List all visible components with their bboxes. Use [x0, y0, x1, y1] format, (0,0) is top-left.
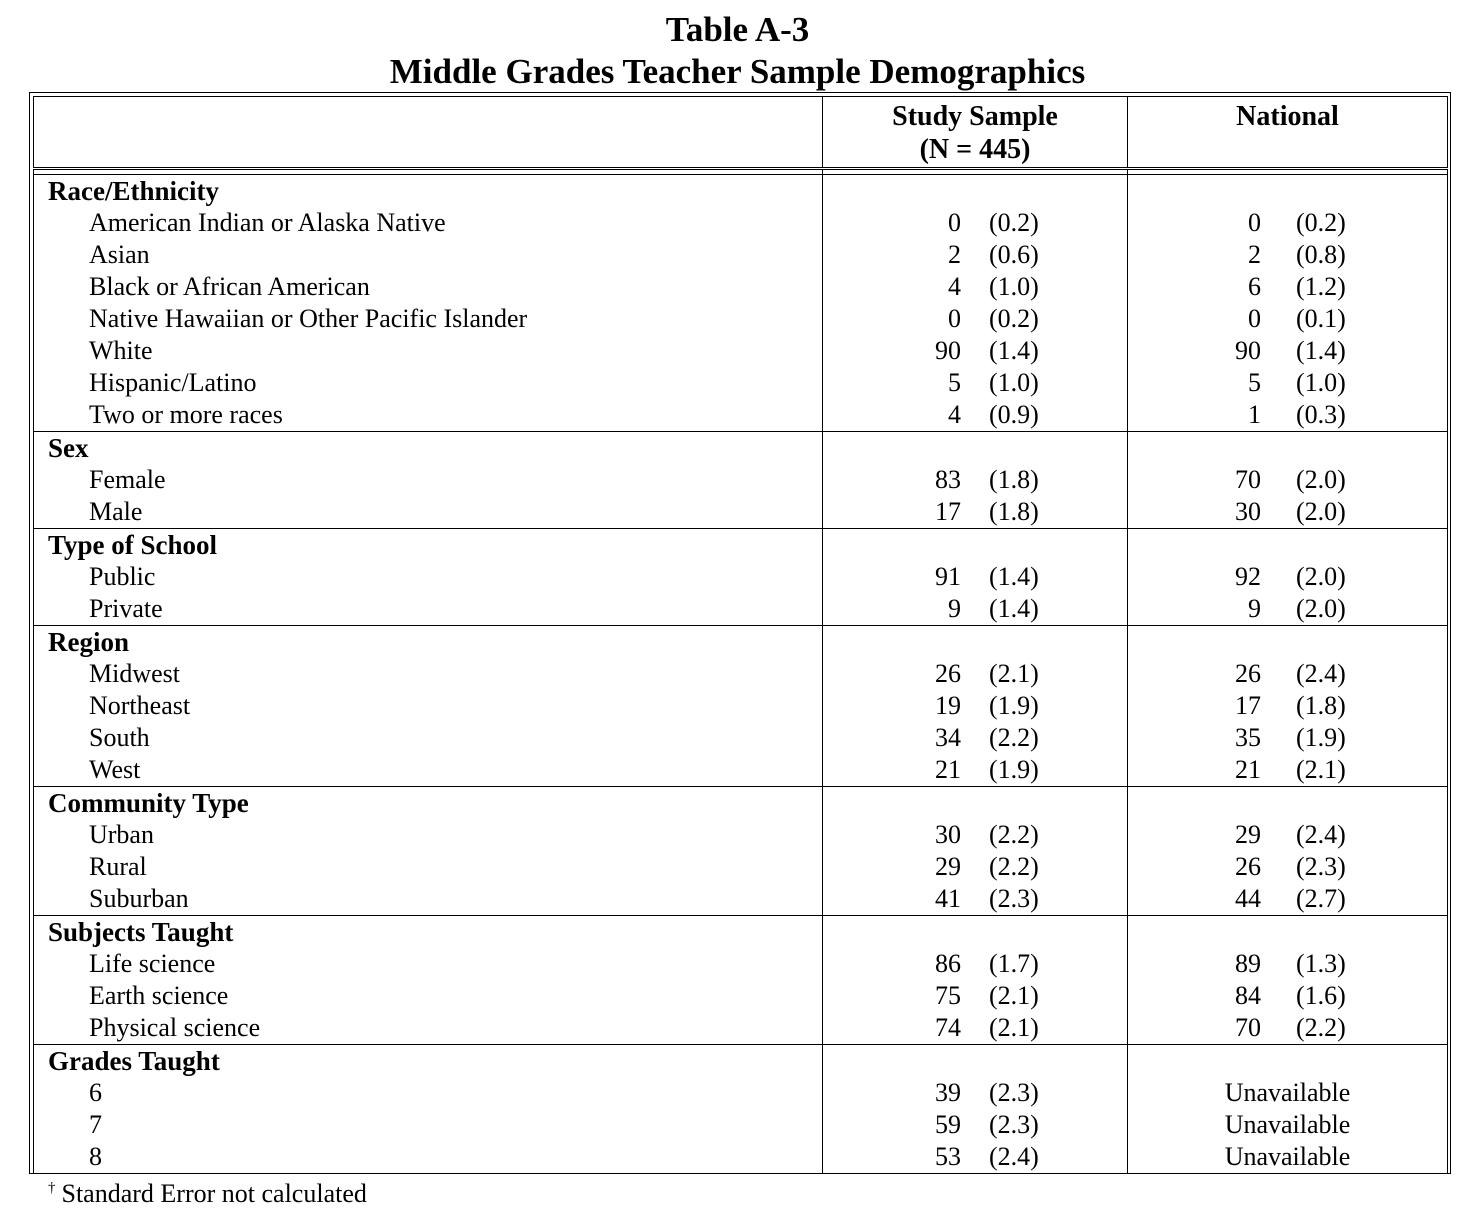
- section-title: Sex: [48, 433, 89, 463]
- national-value-line: [1128, 851, 1447, 883]
- row-label: Urban: [89, 820, 154, 849]
- study-standard-error: (2.1): [989, 981, 1039, 1010]
- study-percent: 26: [935, 659, 961, 688]
- national-percent: 29: [1235, 820, 1261, 849]
- study-percent: 29: [935, 852, 961, 881]
- footnote-text: Standard Error not calculated: [61, 1179, 367, 1208]
- study-percent: 34: [935, 723, 961, 752]
- row-label: 7: [89, 1110, 102, 1139]
- section-sex: [34, 432, 1448, 529]
- national-standard-error: (1.4): [1296, 336, 1346, 365]
- national-percent: 90: [1235, 336, 1261, 365]
- national-percent: 26: [1235, 659, 1261, 688]
- national-standard-error: (0.1): [1296, 304, 1346, 333]
- study-sample-cell: [823, 432, 1128, 529]
- study-standard-error: (0.9): [989, 400, 1039, 429]
- section-label-cell: [34, 529, 823, 626]
- study-value-line: [823, 239, 1127, 271]
- row-label: Female: [89, 465, 166, 494]
- section-label-cell: [34, 626, 823, 787]
- national-unavailable: Unavailable: [1224, 1078, 1351, 1107]
- national-percent: 9: [1248, 594, 1261, 623]
- national-standard-error: (1.0): [1296, 368, 1346, 397]
- study-standard-error: (2.2): [989, 723, 1039, 752]
- study-percent: 53: [935, 1142, 961, 1171]
- national-standard-error: (2.2): [1296, 1013, 1346, 1042]
- study-standard-error: (2.3): [989, 884, 1039, 913]
- row-label: West: [89, 755, 141, 784]
- national-percent: 17: [1235, 691, 1261, 720]
- study-percent: 17: [935, 497, 961, 526]
- study-value-line: [823, 464, 1127, 496]
- section-label-cell: [34, 916, 823, 1045]
- study-sample-cell: [823, 1045, 1128, 1174]
- table-title: Middle Grades Teacher Sample Demographics: [389, 52, 1086, 91]
- row-label: Asian: [89, 240, 150, 269]
- study-standard-error: (1.8): [989, 497, 1039, 526]
- study-standard-error: (0.2): [989, 304, 1039, 333]
- study-value-line: [823, 722, 1127, 754]
- section-community-type: [34, 787, 1448, 916]
- study-value-line: [823, 561, 1127, 593]
- row-label: Hispanic/Latino: [89, 368, 257, 397]
- section-title: Region: [48, 627, 129, 657]
- national-standard-error: (2.0): [1296, 594, 1346, 623]
- national-value-line: [1128, 593, 1447, 625]
- study-standard-error: (1.4): [989, 336, 1039, 365]
- national-standard-error: (2.0): [1296, 497, 1346, 526]
- national-percent: 6: [1248, 272, 1261, 301]
- study-percent: 19: [935, 691, 961, 720]
- national-percent: 1: [1248, 400, 1261, 429]
- header-blank-cell: [34, 97, 823, 169]
- section-grades-taught: [34, 1045, 1448, 1174]
- section-title: Grades Taught: [48, 1046, 220, 1076]
- national-cell: [1128, 787, 1448, 916]
- row-label: Rural: [89, 852, 147, 881]
- study-value-line: [823, 303, 1127, 335]
- national-value-line: [1128, 948, 1447, 980]
- table-number: Table A-3: [665, 10, 810, 49]
- study-value-line: [823, 883, 1127, 915]
- national-value-line: [1128, 207, 1447, 239]
- section-label-cell: [34, 1045, 823, 1174]
- national-percent: 2: [1248, 240, 1261, 269]
- national-cell: [1128, 1045, 1448, 1174]
- study-percent: 59: [935, 1110, 961, 1139]
- study-standard-error: (2.1): [989, 1013, 1039, 1042]
- study-value-line: [823, 593, 1127, 625]
- study-percent: 0: [948, 304, 961, 333]
- study-sample-cell: [823, 787, 1128, 916]
- study-standard-error: (1.9): [989, 691, 1039, 720]
- study-sample-cell: [823, 529, 1128, 626]
- national-value-line: [1128, 303, 1447, 335]
- national-value-line: [1128, 367, 1447, 399]
- study-value-line: [823, 658, 1127, 690]
- row-label: Male: [89, 497, 143, 526]
- row-label: 6: [89, 1078, 102, 1107]
- row-label: Black or African American: [89, 272, 370, 301]
- demographics-table: [33, 96, 1448, 1174]
- national-standard-error: (0.2): [1296, 208, 1346, 237]
- study-percent: 39: [935, 1078, 961, 1107]
- national-percent: 89: [1235, 949, 1261, 978]
- national-value-line: [1128, 496, 1447, 528]
- row-label: Northeast: [89, 691, 191, 720]
- section-title: Type of School: [48, 530, 218, 560]
- header-row: [34, 97, 1448, 169]
- national-value-line: [1128, 690, 1447, 722]
- national-standard-error: (0.3): [1296, 400, 1346, 429]
- section-region: [34, 626, 1448, 787]
- study-value-line: [823, 496, 1127, 528]
- header-national: [1128, 97, 1448, 169]
- study-percent: 74: [935, 1013, 961, 1042]
- national-percent: 44: [1235, 884, 1261, 913]
- national-standard-error: (2.7): [1296, 884, 1346, 913]
- study-value-line: [823, 207, 1127, 239]
- national-standard-error: (1.6): [1296, 981, 1346, 1010]
- study-standard-error: (1.0): [989, 368, 1039, 397]
- study-percent: 9: [948, 594, 961, 623]
- section-subjects-taught: [34, 916, 1448, 1045]
- study-value-line: [823, 1012, 1127, 1044]
- study-percent: 90: [935, 336, 961, 365]
- study-percent: 4: [948, 272, 961, 301]
- study-standard-error: (1.7): [989, 949, 1039, 978]
- study-percent: 0: [948, 208, 961, 237]
- national-label: National: [1236, 101, 1339, 132]
- study-standard-error: (2.2): [989, 820, 1039, 849]
- study-sample-cell: [823, 916, 1128, 1045]
- study-value-line: [823, 399, 1127, 431]
- national-standard-error: (1.9): [1296, 723, 1346, 752]
- study-standard-error: (2.1): [989, 659, 1039, 688]
- section-type-of-school: [34, 529, 1448, 626]
- national-value-line: [1128, 1012, 1447, 1044]
- row-label: Native Hawaiian or Other Pacific Islander: [89, 304, 528, 333]
- national-standard-error: (2.4): [1296, 820, 1346, 849]
- row-label: American Indian or Alaska Native: [89, 208, 446, 237]
- national-standard-error: (2.3): [1296, 852, 1346, 881]
- study-standard-error: (1.4): [989, 594, 1039, 623]
- national-cell: [1128, 529, 1448, 626]
- footnote: [48, 1172, 367, 1210]
- national-percent: 92: [1235, 562, 1261, 591]
- study-percent: 83: [935, 465, 961, 494]
- study-value-line: [823, 1141, 1127, 1173]
- section-title: Race/Ethnicity: [48, 176, 219, 206]
- national-value-line: [1128, 399, 1447, 431]
- study-standard-error: (1.4): [989, 562, 1039, 591]
- study-value-line: [823, 271, 1127, 303]
- row-label: Earth science: [89, 981, 229, 1010]
- section-label-cell: [34, 432, 823, 529]
- national-value-line: [1128, 464, 1447, 496]
- national-value-line: [1128, 819, 1447, 851]
- national-standard-error: (0.8): [1296, 240, 1346, 269]
- study-percent: 2: [948, 240, 961, 269]
- national-standard-error: (1.2): [1296, 272, 1346, 301]
- row-label: South: [89, 723, 150, 752]
- national-standard-error: (2.0): [1296, 562, 1346, 591]
- row-label: Public: [89, 562, 156, 591]
- study-percent: 86: [935, 949, 961, 978]
- national-value-line: [1128, 980, 1447, 1012]
- study-percent: 21: [935, 755, 961, 784]
- study-sample-label: Study Sample: [892, 101, 1058, 132]
- national-cell: [1128, 432, 1448, 529]
- study-percent: 30: [935, 820, 961, 849]
- study-standard-error: (1.9): [989, 755, 1039, 784]
- national-percent: 30: [1235, 497, 1261, 526]
- national-percent: 26: [1235, 852, 1261, 881]
- header-study-sample: [823, 97, 1128, 169]
- study-value-line: [823, 851, 1127, 883]
- national-percent: 21: [1235, 755, 1261, 784]
- study-percent: 41: [935, 884, 961, 913]
- national-unavailable: Unavailable: [1224, 1142, 1351, 1171]
- section-race-ethnicity: [34, 175, 1448, 432]
- study-value-line: [823, 948, 1127, 980]
- section-title: Subjects Taught: [48, 917, 234, 947]
- study-value-line: [823, 1077, 1127, 1109]
- study-value-line: [823, 1109, 1127, 1141]
- study-standard-error: (2.3): [989, 1110, 1039, 1139]
- national-value-line: [1128, 883, 1447, 915]
- study-value-line: [823, 690, 1127, 722]
- study-sample-n: (N = 445): [919, 134, 1031, 165]
- study-value-line: [823, 819, 1127, 851]
- national-cell: [1128, 916, 1448, 1045]
- national-cell: [1128, 626, 1448, 787]
- national-unavailable: Unavailable: [1224, 1110, 1351, 1139]
- row-label: Life science: [89, 949, 216, 978]
- national-percent: 0: [1248, 304, 1261, 333]
- study-value-line: [823, 335, 1127, 367]
- national-standard-error: (2.1): [1296, 755, 1346, 784]
- national-standard-error: (2.0): [1296, 465, 1346, 494]
- study-percent: 91: [935, 562, 961, 591]
- national-percent: 0: [1248, 208, 1261, 237]
- national-percent: 70: [1235, 465, 1261, 494]
- row-label: 8: [89, 1142, 102, 1171]
- national-value-line: [1128, 335, 1447, 367]
- national-standard-error: (1.3): [1296, 949, 1346, 978]
- study-standard-error: (1.0): [989, 272, 1039, 301]
- national-percent: 35: [1235, 723, 1261, 752]
- section-label-cell: [34, 175, 823, 432]
- study-standard-error: (2.2): [989, 852, 1039, 881]
- row-label: Suburban: [89, 884, 189, 913]
- row-label: White: [89, 336, 153, 365]
- section-label-cell: [34, 787, 823, 916]
- study-standard-error: (2.3): [989, 1078, 1039, 1107]
- national-value-line: [1128, 561, 1447, 593]
- national-percent: 84: [1235, 981, 1261, 1010]
- study-percent: 75: [935, 981, 961, 1010]
- row-label: Physical science: [89, 1013, 261, 1042]
- national-value-line: [1128, 271, 1447, 303]
- study-sample-cell: [823, 626, 1128, 787]
- study-standard-error: (2.4): [989, 1142, 1039, 1171]
- study-standard-error: (0.6): [989, 240, 1039, 269]
- row-label: Private: [89, 594, 163, 623]
- national-value-line: [1128, 658, 1447, 690]
- study-value-line: [823, 980, 1127, 1012]
- section-title: Community Type: [48, 788, 249, 818]
- national-value-line: [1128, 754, 1447, 786]
- national-value-line: [1128, 722, 1447, 754]
- study-percent: 5: [948, 368, 961, 397]
- study-value-line: [823, 754, 1127, 786]
- study-sample-cell: [823, 175, 1128, 432]
- study-percent: 4: [948, 400, 961, 429]
- national-standard-error: (1.8): [1296, 691, 1346, 720]
- dagger-symbol: †: [48, 1180, 56, 1196]
- study-standard-error: (1.8): [989, 465, 1039, 494]
- row-label: Two or more races: [89, 400, 283, 429]
- national-cell: [1128, 175, 1448, 432]
- national-percent: 5: [1248, 368, 1261, 397]
- national-value-line: [1128, 239, 1447, 271]
- row-label: Midwest: [89, 659, 180, 688]
- national-percent: 70: [1235, 1013, 1261, 1042]
- study-value-line: [823, 367, 1127, 399]
- study-standard-error: (0.2): [989, 208, 1039, 237]
- national-standard-error: (2.4): [1296, 659, 1346, 688]
